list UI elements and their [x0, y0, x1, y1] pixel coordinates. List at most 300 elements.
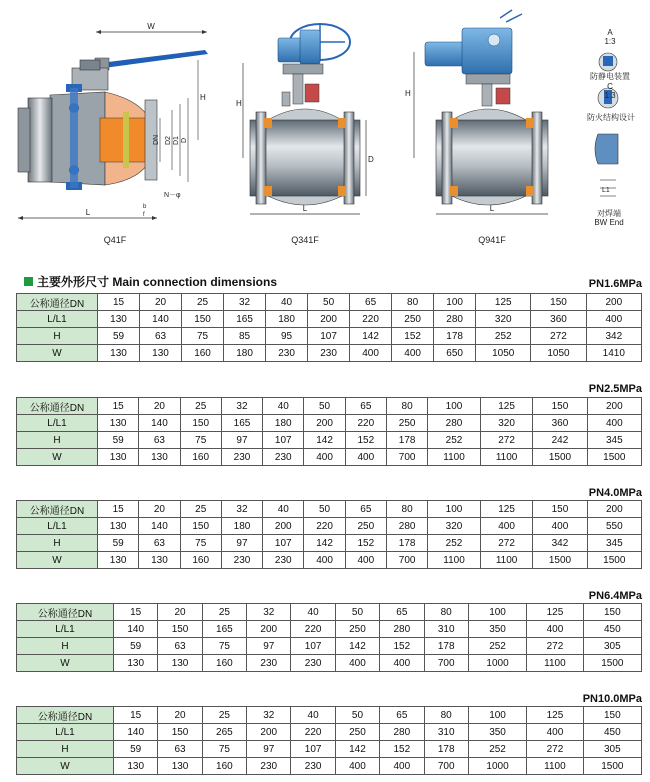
- table-cell: 95: [266, 328, 308, 345]
- table-cell: 280: [428, 415, 481, 432]
- table-cell: 220: [291, 621, 335, 638]
- table-cell: 75: [180, 535, 221, 552]
- q341f-drawing: [236, 24, 374, 214]
- table-row: [17, 758, 642, 775]
- table-cell: 15: [98, 501, 139, 518]
- table-row: [17, 501, 642, 518]
- row-header: L/L1: [17, 311, 98, 328]
- table-cell: 50: [335, 707, 379, 724]
- table-cell: 152: [392, 328, 434, 345]
- table-cell: 160: [202, 758, 246, 775]
- table-cell: 342: [586, 328, 641, 345]
- table-cell: 250: [335, 724, 379, 741]
- caption-q341f: Q341F: [291, 235, 319, 245]
- table-cell: 165: [224, 311, 266, 328]
- table-row: [17, 518, 642, 535]
- table-cell: 125: [480, 501, 533, 518]
- table-cell: 272: [527, 741, 583, 758]
- table-cell: 40: [263, 501, 304, 518]
- dim-h2-label: H: [236, 99, 242, 108]
- table-cell: 250: [386, 415, 427, 432]
- table-cell: 32: [247, 707, 291, 724]
- table-cell: 20: [139, 501, 180, 518]
- table-cell: 180: [263, 415, 304, 432]
- table-cell: 152: [345, 535, 386, 552]
- detail-a-text: 防静电装置: [590, 72, 630, 81]
- table-cell: 230: [291, 758, 335, 775]
- table-cell: 152: [345, 432, 386, 449]
- dim-h-label: H: [200, 93, 206, 102]
- table-cell: 400: [304, 552, 345, 569]
- detail-c-ratio: 1:3: [604, 91, 616, 100]
- table-cell: 50: [335, 604, 379, 621]
- table-row: [17, 535, 642, 552]
- table-cell: 65: [350, 294, 392, 311]
- table-cell: 400: [304, 449, 345, 466]
- table-cell: 130: [98, 552, 139, 569]
- table-cell: 265: [202, 724, 246, 741]
- table-cell: 140: [139, 415, 180, 432]
- table-cell: 142: [350, 328, 392, 345]
- table-cell: 63: [158, 638, 202, 655]
- table-cell: 152: [380, 638, 424, 655]
- row-header: L/L1: [17, 724, 114, 741]
- table-cell: 32: [221, 398, 262, 415]
- dim-b-label: b: [143, 204, 147, 210]
- table-cell: 63: [158, 741, 202, 758]
- table-cell: 230: [221, 552, 262, 569]
- table-cell: 200: [263, 518, 304, 535]
- table-cell: 130: [98, 415, 139, 432]
- caption-q41f: Q41F: [103, 235, 127, 245]
- table-cell: 200: [308, 311, 350, 328]
- table-cell: 15: [98, 294, 140, 311]
- table-cell: 1500: [533, 552, 587, 569]
- table-cell: 1000: [468, 655, 526, 672]
- table-cell: 32: [221, 501, 262, 518]
- table-cell: 100: [468, 604, 526, 621]
- table-cell: 20: [158, 707, 202, 724]
- table-cell: 1100: [527, 655, 583, 672]
- table-cell: 280: [434, 311, 476, 328]
- table-row: [17, 552, 642, 569]
- table-cell: 200: [247, 621, 291, 638]
- dimension-table-pn16: [16, 293, 642, 362]
- dim-l-label: L: [85, 208, 91, 217]
- table-cell: 25: [182, 294, 224, 311]
- table-cell: 1500: [583, 655, 641, 672]
- table-cell: 230: [308, 345, 350, 362]
- row-header: H: [17, 535, 98, 552]
- section-title: [24, 273, 277, 290]
- table-cell: 130: [98, 311, 140, 328]
- table-cell: 252: [428, 535, 481, 552]
- table-cell: 1100: [480, 449, 533, 466]
- row-header: 公称通径DN: [17, 604, 114, 621]
- table-cell: 400: [392, 345, 434, 362]
- table-cell: 160: [202, 655, 246, 672]
- table-cell: 25: [202, 707, 246, 724]
- table-row: [17, 345, 642, 362]
- table-cell: 65: [345, 398, 386, 415]
- table-cell: 150: [531, 294, 586, 311]
- table-cell: 178: [386, 432, 427, 449]
- row-header: L/L1: [17, 621, 114, 638]
- table-cell: 130: [98, 449, 139, 466]
- table-cell: 59: [98, 432, 139, 449]
- dim-nphi-label: N－φ: [164, 192, 181, 199]
- row-header: W: [17, 758, 114, 775]
- table-cell: 345: [587, 432, 641, 449]
- table-cell: 400: [480, 518, 533, 535]
- section-title-text: 主要外形尺寸 Main connection dimensions: [37, 275, 278, 289]
- table-cell: 1000: [468, 758, 526, 775]
- dim-l3-label: L: [489, 204, 495, 213]
- dimension-table-pn40: [16, 500, 642, 569]
- table-cell: 80: [386, 501, 427, 518]
- detail-bw-en: BW End: [594, 218, 624, 227]
- table-row: [17, 707, 642, 724]
- table-cell: 272: [480, 535, 533, 552]
- table-cell: 220: [291, 724, 335, 741]
- row-header: H: [17, 328, 98, 345]
- table-cell: 1500: [583, 758, 641, 775]
- pn-label-3: PN4.0MPa: [588, 487, 642, 499]
- dim-d2v-label: D: [368, 155, 374, 164]
- table-cell: 178: [424, 638, 468, 655]
- dim-l1-label: L1: [602, 187, 610, 194]
- row-header: 公称通径DN: [17, 294, 98, 311]
- table-cell: 200: [587, 501, 641, 518]
- row-header: W: [17, 449, 98, 466]
- table-cell: 252: [428, 432, 481, 449]
- row-header: L/L1: [17, 415, 98, 432]
- table-cell: 97: [221, 535, 262, 552]
- table-cell: 150: [158, 724, 202, 741]
- table-cell: 230: [247, 758, 291, 775]
- table-cell: 150: [583, 604, 641, 621]
- table-cell: 125: [476, 294, 531, 311]
- row-header: W: [17, 345, 98, 362]
- table-cell: 242: [533, 432, 587, 449]
- table-cell: 200: [587, 398, 641, 415]
- table-cell: 230: [266, 345, 308, 362]
- row-header: L/L1: [17, 518, 98, 535]
- table-cell: 32: [224, 294, 266, 311]
- row-header: H: [17, 432, 98, 449]
- table-cell: 320: [428, 518, 481, 535]
- table-cell: 130: [98, 518, 139, 535]
- table-cell: 80: [392, 294, 434, 311]
- table-row: [17, 432, 642, 449]
- row-header: H: [17, 638, 114, 655]
- table-cell: 100: [434, 294, 476, 311]
- table-row: [17, 398, 642, 415]
- table-cell: 25: [180, 398, 221, 415]
- detail-c-text: 防火结构设计: [587, 113, 635, 122]
- table-cell: 400: [380, 758, 424, 775]
- table-row: [17, 655, 642, 672]
- table-cell: 15: [114, 604, 158, 621]
- detail-c-label: C: [607, 82, 613, 91]
- table-cell: 97: [247, 741, 291, 758]
- table-cell: 310: [424, 621, 468, 638]
- table-cell: 1050: [476, 345, 531, 362]
- table-cell: 150: [583, 707, 641, 724]
- table-cell: 107: [263, 535, 304, 552]
- table-cell: 50: [304, 398, 345, 415]
- table-row: [17, 449, 642, 466]
- table-cell: 65: [345, 501, 386, 518]
- table-cell: 100: [468, 707, 526, 724]
- table-cell: 40: [263, 398, 304, 415]
- table-cell: 1100: [527, 758, 583, 775]
- table-cell: 75: [182, 328, 224, 345]
- table-cell: 320: [476, 311, 531, 328]
- table-cell: 125: [527, 604, 583, 621]
- pn-label-2: PN2.5MPa: [588, 383, 642, 395]
- table-cell: 150: [533, 398, 587, 415]
- table-cell: 400: [527, 724, 583, 741]
- table-cell: 360: [533, 415, 587, 432]
- table-cell: 310: [424, 724, 468, 741]
- table-row: [17, 741, 642, 758]
- table-cell: 700: [386, 552, 427, 569]
- table-cell: 100: [428, 398, 481, 415]
- table-cell: 59: [98, 328, 140, 345]
- table-cell: 165: [221, 415, 262, 432]
- table-cell: 140: [114, 621, 158, 638]
- table-cell: 180: [221, 518, 262, 535]
- table-cell: 165: [202, 621, 246, 638]
- table-cell: 130: [139, 449, 180, 466]
- table-cell: 400: [335, 655, 379, 672]
- table-cell: 40: [291, 707, 335, 724]
- table-cell: 400: [335, 758, 379, 775]
- table-cell: 180: [224, 345, 266, 362]
- table-cell: 400: [527, 621, 583, 638]
- table-cell: 1100: [428, 552, 481, 569]
- pn-label-1: PN1.6MPa: [588, 278, 642, 290]
- table-cell: 130: [114, 758, 158, 775]
- table-row: [17, 724, 642, 741]
- table-cell: 142: [304, 535, 345, 552]
- dim-d-label: D: [181, 137, 188, 143]
- dim-l2-label: L: [302, 204, 308, 213]
- table-cell: 130: [140, 345, 182, 362]
- table-cell: 230: [263, 449, 304, 466]
- table-cell: 85: [224, 328, 266, 345]
- table-cell: 280: [380, 724, 424, 741]
- table-cell: 200: [586, 294, 641, 311]
- table-cell: 160: [180, 449, 221, 466]
- table-cell: 450: [583, 621, 641, 638]
- q41f-drawing: [18, 22, 208, 220]
- row-header: W: [17, 655, 114, 672]
- table-cell: 200: [304, 415, 345, 432]
- table-cell: 142: [335, 741, 379, 758]
- table-cell: 272: [527, 638, 583, 655]
- table-cell: 1410: [586, 345, 641, 362]
- dim-dn-label: DN: [153, 134, 160, 145]
- q941f-drawing: [405, 10, 548, 214]
- table-cell: 107: [291, 741, 335, 758]
- table-cell: 140: [114, 724, 158, 741]
- table-cell: 342: [533, 535, 587, 552]
- table-cell: 178: [434, 328, 476, 345]
- table-cell: 305: [583, 638, 641, 655]
- table-cell: 32: [247, 604, 291, 621]
- dim-f-label: f: [143, 212, 145, 218]
- row-header: W: [17, 552, 98, 569]
- table-cell: 140: [140, 311, 182, 328]
- table-cell: 305: [583, 741, 641, 758]
- table-cell: 63: [139, 535, 180, 552]
- table-cell: 400: [586, 311, 641, 328]
- table-cell: 200: [247, 724, 291, 741]
- table-cell: 130: [158, 758, 202, 775]
- dimension-table-pn64: [16, 603, 642, 672]
- table-cell: 250: [392, 311, 434, 328]
- table-cell: 252: [468, 741, 526, 758]
- table-cell: 125: [480, 398, 533, 415]
- table-cell: 107: [263, 432, 304, 449]
- row-header: 公称通径DN: [17, 501, 98, 518]
- table-row: [17, 311, 642, 328]
- table-cell: 100: [428, 501, 481, 518]
- table-cell: 160: [180, 552, 221, 569]
- detail-c: [594, 82, 626, 100]
- table-cell: 25: [180, 501, 221, 518]
- pn-label-4: PN6.4MPa: [588, 590, 642, 602]
- table-cell: 150: [182, 311, 224, 328]
- table-cell: 450: [583, 724, 641, 741]
- caption-q941f: Q941F: [478, 235, 506, 245]
- table-cell: 1100: [480, 552, 533, 569]
- dimension-table-pn100: [16, 706, 642, 775]
- valve-drawings: [0, 0, 650, 260]
- table-row: [17, 415, 642, 432]
- table-cell: 230: [247, 655, 291, 672]
- detail-bw-text: 对焊端: [597, 209, 621, 218]
- row-header: 公称通径DN: [17, 707, 114, 724]
- table-cell: 400: [350, 345, 392, 362]
- table-row: [17, 638, 642, 655]
- table-cell: 272: [531, 328, 586, 345]
- table-cell: 180: [266, 311, 308, 328]
- table-cell: 350: [468, 621, 526, 638]
- detail-a-ratio: 1:3: [604, 37, 616, 46]
- table-cell: 59: [114, 638, 158, 655]
- table-cell: 59: [98, 535, 139, 552]
- table-cell: 97: [247, 638, 291, 655]
- table-cell: 178: [424, 741, 468, 758]
- table-cell: 75: [202, 741, 246, 758]
- dim-h3-label: H: [405, 89, 411, 98]
- table-cell: 75: [202, 638, 246, 655]
- table-cell: 65: [380, 707, 424, 724]
- table-cell: 140: [139, 518, 180, 535]
- table-cell: 160: [182, 345, 224, 362]
- table-cell: 345: [587, 535, 641, 552]
- table-cell: 63: [140, 328, 182, 345]
- row-header: H: [17, 741, 114, 758]
- table-cell: 125: [527, 707, 583, 724]
- table-cell: 20: [139, 398, 180, 415]
- table-cell: 700: [386, 449, 427, 466]
- table-cell: 230: [263, 552, 304, 569]
- table-cell: 1050: [531, 345, 586, 362]
- table-cell: 25: [202, 604, 246, 621]
- table-cell: 320: [480, 415, 533, 432]
- table-cell: 1500: [587, 449, 641, 466]
- table-cell: 150: [158, 621, 202, 638]
- table-cell: 80: [386, 398, 427, 415]
- table-cell: 250: [345, 518, 386, 535]
- dimension-table-pn25: [16, 397, 642, 466]
- table-cell: 130: [98, 345, 140, 362]
- table-cell: 142: [304, 432, 345, 449]
- table-cell: 65: [380, 604, 424, 621]
- table-cell: 400: [533, 518, 587, 535]
- detail-bw: [584, 209, 634, 227]
- table-cell: 1500: [533, 449, 587, 466]
- table-cell: 40: [266, 294, 308, 311]
- table-cell: 550: [587, 518, 641, 535]
- table-cell: 1100: [428, 449, 481, 466]
- detail-a: [594, 28, 626, 46]
- row-header: 公称通径DN: [17, 398, 98, 415]
- table-cell: 152: [380, 741, 424, 758]
- table-cell: 400: [345, 449, 386, 466]
- dim-w-label: W: [147, 22, 155, 31]
- table-cell: 178: [386, 535, 427, 552]
- table-cell: 50: [304, 501, 345, 518]
- table-cell: 59: [114, 741, 158, 758]
- table-cell: 130: [158, 655, 202, 672]
- table-cell: 107: [291, 638, 335, 655]
- table-cell: 252: [468, 638, 526, 655]
- table-cell: 700: [424, 758, 468, 775]
- table-cell: 80: [424, 604, 468, 621]
- table-cell: 97: [221, 432, 262, 449]
- table-cell: 252: [476, 328, 531, 345]
- table-cell: 142: [335, 638, 379, 655]
- section-marker: [24, 277, 33, 286]
- table-cell: 50: [308, 294, 350, 311]
- table-row: [17, 604, 642, 621]
- dim-d1-label: D1: [173, 136, 180, 145]
- table-cell: 20: [158, 604, 202, 621]
- table-cell: 150: [180, 415, 221, 432]
- table-cell: 15: [98, 398, 139, 415]
- table-cell: 700: [424, 655, 468, 672]
- table-cell: 220: [345, 415, 386, 432]
- table-cell: 107: [308, 328, 350, 345]
- table-cell: 400: [380, 655, 424, 672]
- table-cell: 130: [139, 552, 180, 569]
- table-cell: 75: [180, 432, 221, 449]
- dim-d2-label: D2: [165, 136, 172, 145]
- detail-a-label: A: [607, 28, 613, 37]
- table-cell: 220: [304, 518, 345, 535]
- table-cell: 1500: [587, 552, 641, 569]
- pn-label-5: PN10.0MPa: [582, 693, 642, 705]
- table-cell: 80: [424, 707, 468, 724]
- table-cell: 280: [380, 621, 424, 638]
- table-cell: 150: [533, 501, 587, 518]
- table-cell: 220: [350, 311, 392, 328]
